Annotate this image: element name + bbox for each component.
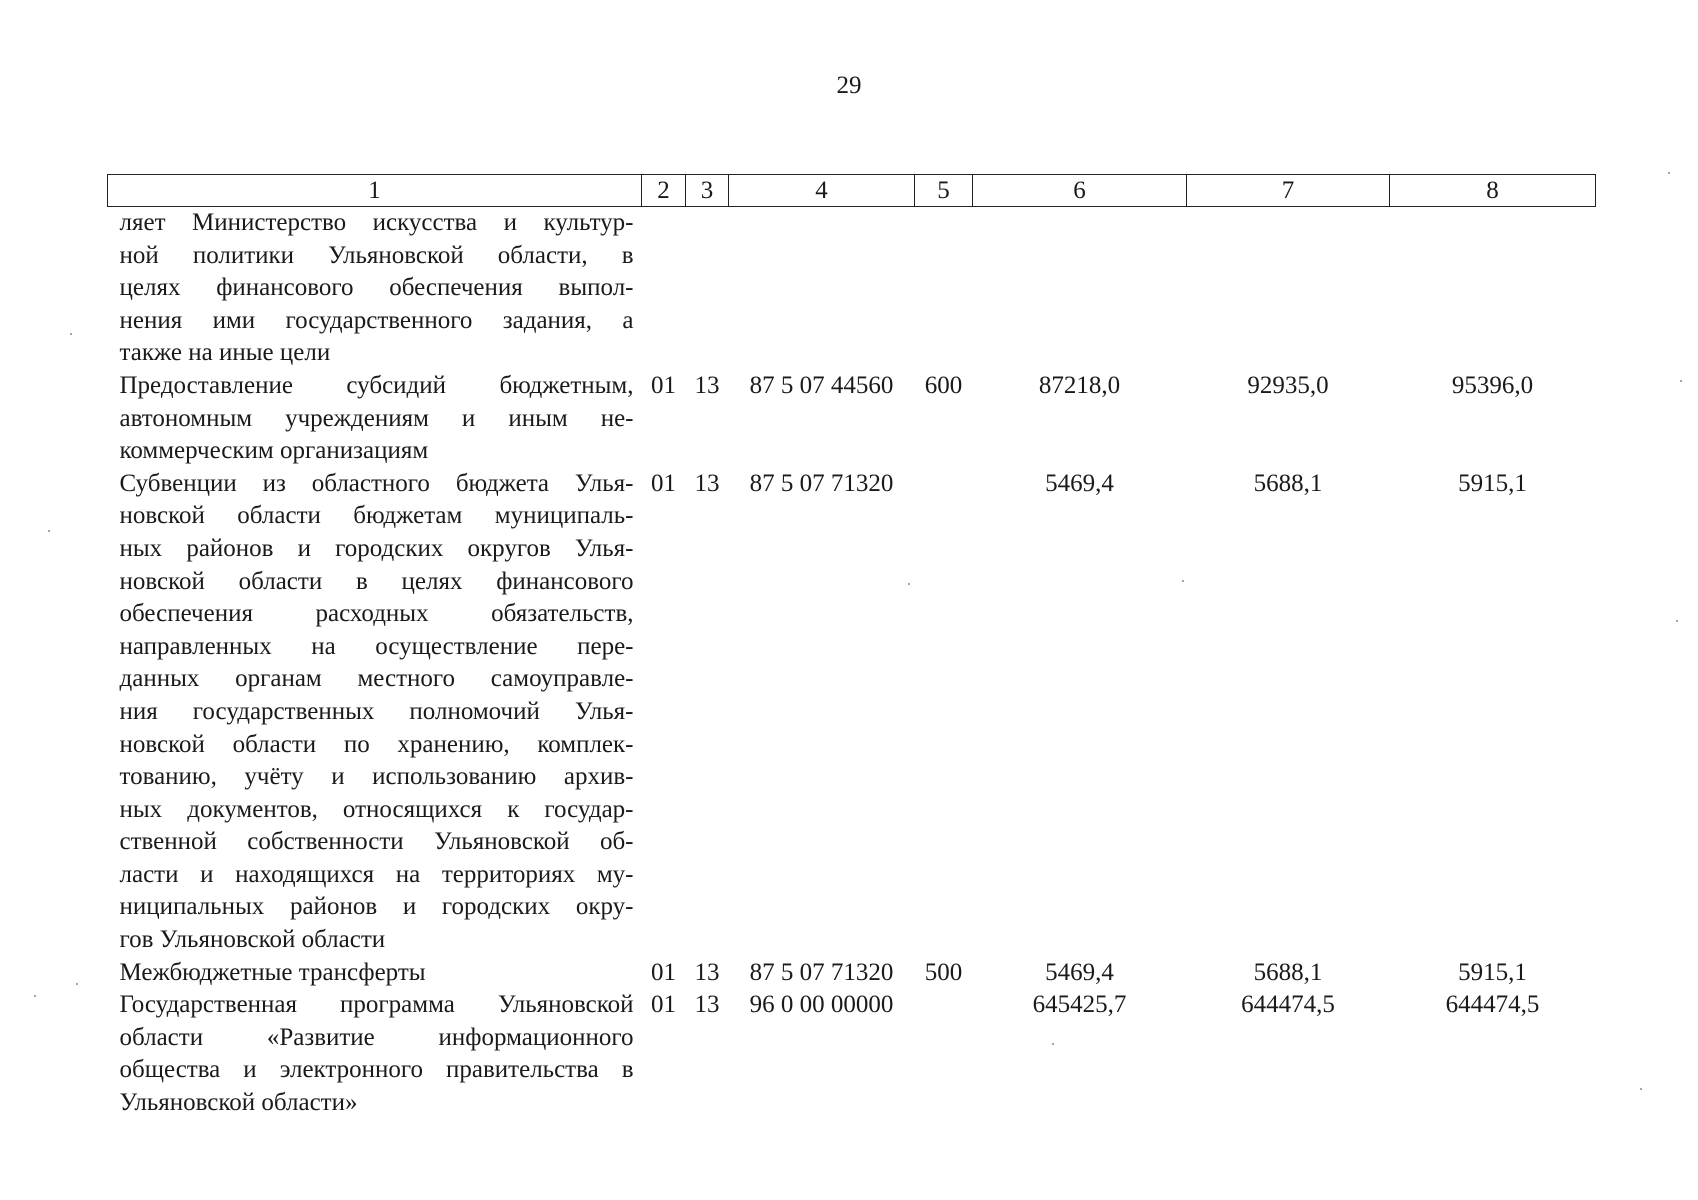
table-row xyxy=(108,468,1596,957)
scan-speck xyxy=(76,983,78,985)
header-col-2: 2 xyxy=(642,175,686,207)
amount-col-6: 5469,4 xyxy=(1045,469,1114,497)
header-col-5: 5 xyxy=(915,175,973,207)
description-line: нения ими государственного задания, а xyxy=(119,306,634,334)
subsection-code: 13 xyxy=(694,469,720,497)
description-line: ния государственных полномочий Улья- xyxy=(119,697,634,725)
target-item-code xyxy=(729,207,915,370)
table-row xyxy=(108,989,1596,1119)
description-line: Субвенции из областного бюджета Улья- xyxy=(119,469,634,497)
section-code: 01 xyxy=(651,371,676,399)
row-description xyxy=(108,957,642,990)
header-col-6: 6 xyxy=(973,175,1187,207)
header-row xyxy=(108,175,1596,207)
subsection-code: 13 xyxy=(694,958,720,986)
expense-type-code xyxy=(915,468,973,957)
description-line: Ульяновской области» xyxy=(119,1089,358,1117)
description-line: целях финансового обеспечения выпол- xyxy=(119,274,634,302)
row-description xyxy=(108,468,642,957)
amount-col-8 xyxy=(1390,207,1596,370)
expense-type-code: 600 xyxy=(924,371,963,399)
page-number: 29 xyxy=(836,72,862,99)
table-row xyxy=(108,370,1596,468)
description-line: области «Развитие информационного xyxy=(119,1023,634,1051)
description-line: также на иные цели xyxy=(119,339,331,367)
row-description xyxy=(108,370,642,468)
scan-speck xyxy=(48,530,50,532)
description-line: ляет Министерство искусства и культур- xyxy=(119,209,634,236)
header-col-7: 7 xyxy=(1187,175,1390,207)
description-line: Предоставление субсидий бюджетным, xyxy=(119,371,634,399)
section-code: 01 xyxy=(651,991,676,1019)
description-line: данных органам местного самоуправле- xyxy=(119,665,634,693)
description-line: автономным учреждениям и иным не- xyxy=(119,404,634,432)
section-code xyxy=(642,207,686,370)
amount-col-7: 92935,0 xyxy=(1247,371,1329,399)
scan-speck xyxy=(1182,580,1184,582)
header-col-3: 3 xyxy=(686,175,729,207)
amount-col-7: 5688,1 xyxy=(1253,469,1323,497)
description-line: гов Ульяновской области xyxy=(119,926,386,954)
description-line: обеспечения расходных обязательств, xyxy=(119,600,634,628)
description-line: тованию, учёту и использованию архив- xyxy=(119,763,634,791)
amount-col-8: 644474,5 xyxy=(1445,991,1540,1019)
description-line: направленных на осуществление пере- xyxy=(119,632,634,660)
expense-type-code: 500 xyxy=(924,958,963,986)
amount-col-6 xyxy=(973,207,1187,370)
description-line: коммерческим организациям xyxy=(119,437,429,465)
target-item-code: 87 5 07 44560 xyxy=(749,371,894,399)
description-line: ласти и находящихся на территориях му- xyxy=(119,860,634,888)
description-line: ных районов и городских округов Улья- xyxy=(119,534,634,562)
subsection-code: 13 xyxy=(694,371,720,399)
scan-speck xyxy=(1052,1043,1054,1045)
table-row xyxy=(108,207,1596,370)
amount-col-6: 87218,0 xyxy=(1038,371,1121,399)
description-line: новской области по хранению, комплек- xyxy=(119,730,634,758)
description-line: новской области бюджетам муниципаль- xyxy=(119,502,634,530)
table-row xyxy=(108,957,1596,990)
amount-col-8: 95396,0 xyxy=(1451,371,1534,399)
scan-speck xyxy=(908,583,910,585)
subsection-code xyxy=(686,207,729,370)
scan-speck xyxy=(34,995,36,997)
scan-speck xyxy=(1676,620,1678,622)
scan-speck xyxy=(1640,1088,1642,1090)
target-item-code: 87 5 07 71320 xyxy=(749,958,894,986)
scan-speck xyxy=(1668,172,1670,174)
subsection-code: 13 xyxy=(694,991,720,1019)
budget-table xyxy=(107,174,1596,1120)
amount-col-8: 5915,1 xyxy=(1458,958,1527,986)
target-item-code: 87 5 07 71320 xyxy=(749,469,894,497)
amount-col-6: 645425,7 xyxy=(1032,991,1127,1019)
section-code: 01 xyxy=(651,469,676,497)
amount-col-7: 5688,1 xyxy=(1253,958,1323,986)
description-line: Межбюджетные трансферты xyxy=(119,958,426,986)
expense-type-code xyxy=(915,207,973,370)
amount-col-6: 5469,4 xyxy=(1045,958,1114,986)
description-line: ной политики Ульяновской области, в xyxy=(119,241,634,269)
description-line: ственной собственности Ульяновской об- xyxy=(119,828,634,856)
description-line: новской области в целях финансового xyxy=(119,567,634,595)
description-line: общества и электронного правительства в xyxy=(119,1056,634,1084)
section-code: 01 xyxy=(651,958,676,986)
scan-speck xyxy=(1680,380,1682,382)
row-description xyxy=(108,989,642,1119)
description-line: ниципальных районов и городских окру- xyxy=(119,893,634,921)
row-description xyxy=(108,207,642,370)
scan-speck xyxy=(70,333,72,335)
description-line: ных документов, относящихся к государ- xyxy=(119,795,634,823)
expense-type-code xyxy=(915,989,973,1119)
amount-col-7: 644474,5 xyxy=(1241,991,1335,1019)
header-col-1: 1 xyxy=(108,175,642,207)
description-line: Государственная программа Ульяновской xyxy=(119,991,634,1019)
header-col-4: 4 xyxy=(729,175,915,207)
header-col-8: 8 xyxy=(1390,175,1596,207)
amount-col-8: 5915,1 xyxy=(1458,469,1527,497)
target-item-code: 96 0 00 00000 xyxy=(749,991,894,1019)
amount-col-7 xyxy=(1187,207,1390,370)
